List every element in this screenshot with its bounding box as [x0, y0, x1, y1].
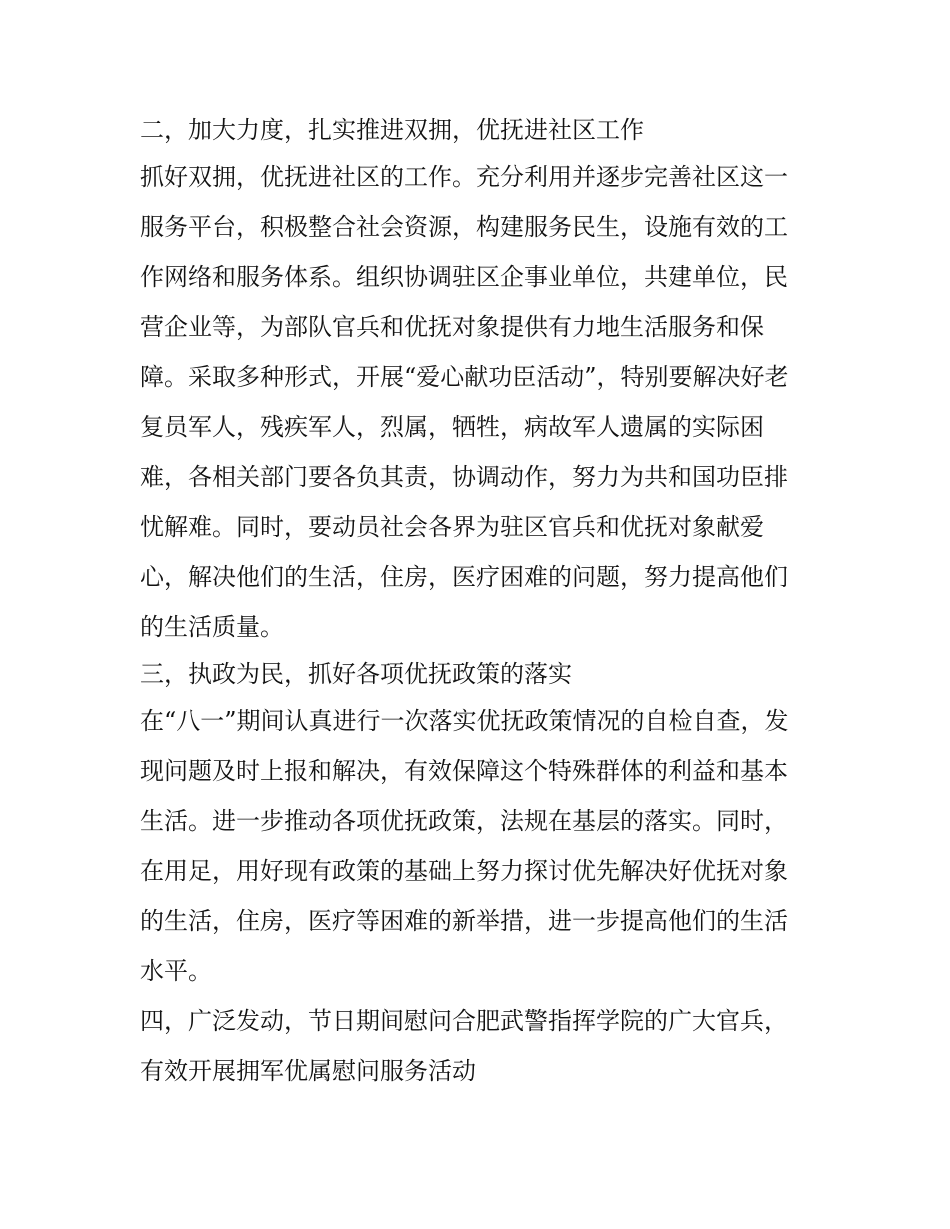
- body-line: 抓好双拥，优抚进社区的工作。充分利用并逐步完善社区这一: [140, 163, 788, 191]
- body-line: 作网络和服务体系。组织协调驻区企事业单位，共建单位，民: [140, 263, 788, 291]
- section-heading: 二，加大力度，扎实推进双拥，优抚进社区工作: [140, 116, 644, 144]
- body-line: 营企业等，为部队官兵和优抚对象提供有力地生活服务和保: [140, 313, 764, 341]
- body-line: 在“八一”期间认真进行一次落实优抚政策情况的自检自查，发: [140, 707, 789, 735]
- section-heading: 三，执政为民，抓好各项优抚政策的落实: [140, 660, 572, 688]
- body-line: 忧解难。同时，要动员社会各界为驻区官兵和优抚对象献爱: [140, 513, 764, 541]
- body-line: 生活。进一步推动各项优抚政策，法规在基层的落实。同时，: [140, 807, 788, 835]
- body-line: 复员军人，残疾军人，烈属，牺牲，病故军人遗属的实际困: [140, 413, 764, 441]
- body-line: 水平。: [140, 957, 212, 985]
- body-line: 的生活，住房，医疗等困难的新举措，进一步提高他们的生活: [140, 907, 788, 935]
- body-line: 难，各相关部门要各负其责，协调动作，努力为共和国功臣排: [140, 463, 788, 491]
- body-line: 现问题及时上报和解决，有效保障这个特殊群体的利益和基本: [140, 757, 788, 785]
- body-line: 服务平台，积极整合社会资源，构建服务民生，设施有效的工: [140, 213, 788, 241]
- body-line: 障。采取多种形式，开展“爱心献功臣活动”，特别要解决好老: [140, 363, 789, 391]
- body-line: 有效开展拥军优属慰问服务活动: [140, 1057, 476, 1085]
- body-line: 在用足，用好现有政策的基础上努力探讨优先解决好优抚对象: [140, 857, 788, 885]
- document-page: [140, 108, 812, 1096]
- body-line: 的生活质量。: [140, 613, 284, 641]
- section-heading: 四，广泛发动，节日期间慰问合肥武警指挥学院的广大官兵，: [140, 1007, 788, 1035]
- body-line: 心，解决他们的生活，住房，医疗困难的问题，努力提高他们: [140, 563, 788, 591]
